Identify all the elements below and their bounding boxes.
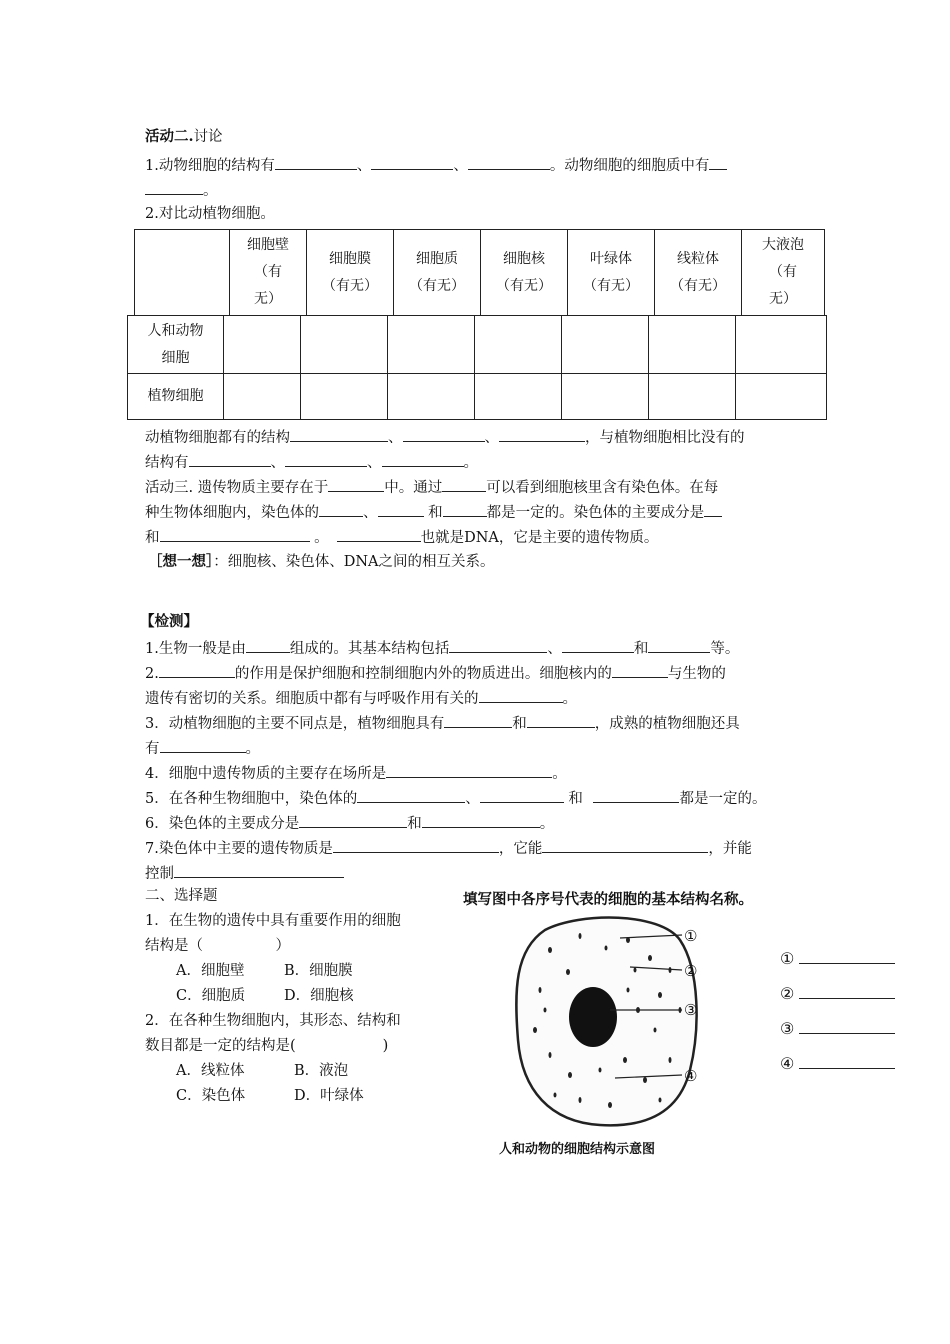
sep: 、 <box>465 791 480 807</box>
activity2-q1-line1 <box>145 154 727 176</box>
blank[interactable] <box>285 451 367 467</box>
text: 遗传有密切的关系。细胞质中都有与呼吸作用有关的 <box>145 691 479 707</box>
blank[interactable] <box>371 154 453 170</box>
row-label-animal <box>128 316 224 374</box>
answer-blank-4 <box>780 1050 895 1073</box>
blank[interactable] <box>382 451 464 467</box>
blank[interactable] <box>480 787 564 803</box>
activity2-heading-bold: 活动二. <box>145 128 194 145</box>
header-line: （有无） <box>322 277 378 294</box>
text: 中。通过 <box>384 480 443 496</box>
blank[interactable] <box>290 426 388 442</box>
text: 的作用是保护细胞和控制细胞内外的物质进出。细胞核内的 <box>234 666 612 682</box>
blank[interactable] <box>159 662 235 678</box>
text: 有 <box>145 741 160 757</box>
check-q4 <box>145 762 567 784</box>
blank[interactable] <box>499 426 585 442</box>
callout-4: ④ <box>684 1067 698 1085</box>
check-q2-line2 <box>145 687 577 709</box>
blank[interactable] <box>275 154 357 170</box>
sep: 、 <box>547 641 562 657</box>
choice-heading: 二、选择题 <box>145 888 218 904</box>
header-line: 无） <box>254 291 282 307</box>
activity2-q1-line2 <box>145 179 218 201</box>
blank[interactable] <box>403 426 485 442</box>
text: 可以看到细胞核里含有染色体。在每 <box>486 480 719 496</box>
figure-prompt: 填写图中各序号代表的细胞的基本结构名称。 <box>463 892 753 908</box>
choice-q1-line1: 1．在生物的遗传中具有重要作用的细胞 <box>145 913 401 929</box>
blank[interactable] <box>422 812 540 828</box>
blank[interactable] <box>799 980 895 999</box>
check-q2-line1 <box>145 662 726 684</box>
blank[interactable] <box>174 862 344 878</box>
comparison-table-header <box>134 229 825 316</box>
text: 和 <box>633 641 649 657</box>
text: 7.染色体中主要的遗传物质是 <box>145 841 333 857</box>
blank[interactable] <box>337 526 421 542</box>
header-line: （有无） <box>670 277 726 294</box>
text: 4．细胞中遗传物质的主要存在场所是 <box>145 766 387 782</box>
text: 。 <box>314 530 329 546</box>
header-line: 无） <box>769 291 797 307</box>
header-line: 细胞核 <box>503 250 545 267</box>
table-cell[interactable] <box>736 374 827 420</box>
check-q7-line2 <box>145 862 344 884</box>
think-rest: ：细胞核、染色体、DNA之间的相互关系。 <box>213 554 495 570</box>
sep: 、 <box>367 455 382 471</box>
blank[interactable] <box>527 712 595 728</box>
blank[interactable] <box>328 476 384 492</box>
sep: 、 <box>363 505 378 521</box>
text: 种生物体细胞内，染色体的 <box>145 505 319 521</box>
activity2-q2: 2.对比动植物细胞。 <box>145 206 275 222</box>
header-mitochondria <box>655 230 742 316</box>
nucleus-shape <box>569 987 617 1047</box>
choice-q1-option-d[interactable]: D．细胞核 <box>284 988 354 1004</box>
blank[interactable] <box>479 687 563 703</box>
text: 与生物的 <box>667 666 726 682</box>
check-q3-line2 <box>145 737 260 759</box>
empty-corner <box>135 230 230 316</box>
sep: 、 <box>388 430 403 446</box>
activity2-heading <box>145 127 223 147</box>
callout-1: ① <box>684 927 698 945</box>
text: 2. <box>145 666 159 682</box>
blank[interactable] <box>160 526 310 542</box>
blank[interactable] <box>709 154 727 170</box>
text: 3．动植物细胞的主要不同点是，植物细胞具有 <box>145 716 445 732</box>
text: 结构有 <box>145 455 189 471</box>
common-structures-line <box>145 426 745 448</box>
sep: 、 <box>484 430 499 446</box>
text: 。 <box>463 455 478 471</box>
table-cell[interactable] <box>562 316 649 374</box>
figure-caption: 人和动物的细胞结构示意图 <box>499 1142 656 1157</box>
header-chloroplast <box>568 230 655 316</box>
text: 和 <box>145 530 160 546</box>
text: 。 <box>245 741 260 757</box>
blank[interactable] <box>648 637 710 653</box>
choice-q2-option-d[interactable]: D．叶绿体 <box>294 1088 364 1104</box>
blank[interactable] <box>357 787 465 803</box>
text: 。 <box>539 816 555 832</box>
sep: 、 <box>453 158 468 174</box>
header-line: （有无） <box>409 277 465 294</box>
text: 动植物细胞都有的结构 <box>145 430 290 446</box>
table-cell[interactable] <box>301 316 388 374</box>
text: ，它能 <box>498 841 543 857</box>
think-bold: ［想一想］ <box>148 553 214 570</box>
text: 都是一定的。 <box>679 791 767 807</box>
blank[interactable] <box>443 501 487 517</box>
check-heading: 【检测】 <box>140 613 198 630</box>
text: ，与植物细胞相比没有的 <box>585 430 745 446</box>
answer-blank-1 <box>780 945 895 968</box>
text: 控制 <box>145 866 174 882</box>
header-line: 细胞壁 <box>247 237 289 253</box>
choice-q2-option-b[interactable]: B．液泡 <box>294 1063 349 1079</box>
text: 和 <box>407 816 422 832</box>
table-cell[interactable] <box>475 374 562 420</box>
answer-blank-3 <box>780 1015 895 1038</box>
choice-q1-option-a[interactable]: A．细胞壁 <box>176 963 245 979</box>
blank[interactable] <box>562 637 634 653</box>
choice-q2-option-c[interactable]: C．染色体 <box>176 1088 246 1104</box>
text: 活动三. 遗传物质主要存在于 <box>145 480 329 496</box>
header-line: （有无） <box>583 277 639 294</box>
text: 和 <box>428 505 443 521</box>
blank[interactable] <box>704 501 722 517</box>
header-cytoplasm <box>394 230 481 316</box>
q1-text-b: 。动物细胞的细胞质中有 <box>549 158 710 174</box>
answer-label: ① <box>780 949 795 968</box>
text: ，并能 <box>708 841 752 857</box>
text: 也就是DNA，它是主要的遗传物质。 <box>420 530 659 546</box>
table-cell[interactable] <box>649 374 736 420</box>
check-q3-line1 <box>145 712 740 734</box>
choice-q1-option-c[interactable]: C．细胞质 <box>176 988 246 1004</box>
blank[interactable] <box>319 501 363 517</box>
header-line: 细胞膜 <box>329 250 371 267</box>
comparison-table-body <box>127 315 827 420</box>
header-cell-wall <box>230 230 307 316</box>
choice-q2-line2: 数目都是一定的结构是( ) <box>145 1038 389 1054</box>
blank[interactable] <box>160 737 246 753</box>
header-line: 叶绿体 <box>590 250 632 267</box>
row-label-plant <box>128 374 224 420</box>
choice-q2-option-a[interactable]: A．线粒体 <box>176 1063 245 1079</box>
think-line <box>148 552 495 572</box>
text: 等。 <box>710 641 740 657</box>
blank[interactable] <box>386 762 552 778</box>
text: 。 <box>562 691 577 707</box>
answer-label: ③ <box>780 1019 795 1038</box>
check-q1 <box>145 637 739 659</box>
text: 6．染色体的主要成分是 <box>145 816 300 832</box>
header-line: （有 <box>769 264 797 280</box>
blank[interactable] <box>468 154 550 170</box>
text: 5．在各种生物细胞中，染色体的 <box>145 791 358 807</box>
row-label-line: 人和动物 <box>147 322 204 339</box>
header-line: （有 <box>254 264 282 280</box>
table-cell[interactable] <box>736 316 827 374</box>
blank[interactable] <box>449 637 547 653</box>
blank[interactable] <box>333 837 499 853</box>
header-line: 细胞质 <box>416 250 458 267</box>
text: 组成的。其基本结构包括 <box>289 641 450 657</box>
header-line: （有无） <box>496 277 552 294</box>
answer-label: ④ <box>780 1054 795 1073</box>
text: 和 <box>568 791 583 807</box>
blank[interactable] <box>145 179 203 195</box>
callout-3: ③ <box>684 1001 698 1019</box>
missing-structures-line <box>145 451 478 473</box>
blank[interactable] <box>444 712 512 728</box>
table-cell[interactable] <box>475 316 562 374</box>
answer-label: ② <box>780 984 795 1003</box>
animal-cell-diagram <box>510 910 710 1130</box>
blank[interactable] <box>246 637 290 653</box>
check-q6 <box>145 812 554 834</box>
q1-end: 。 <box>203 183 218 199</box>
blank[interactable] <box>593 787 679 803</box>
choice-q2-line1: 2．在各种生物细胞内，其形态、结构和 <box>145 1013 401 1029</box>
table-cell[interactable] <box>224 316 301 374</box>
choice-q1-option-b[interactable]: B．细胞膜 <box>284 963 353 979</box>
table-cell[interactable] <box>224 374 301 420</box>
header-nucleus <box>481 230 568 316</box>
blank[interactable] <box>799 945 895 964</box>
table-cell[interactable] <box>562 374 649 420</box>
table-cell[interactable] <box>388 316 475 374</box>
text: 1.生物一般是由 <box>145 641 246 657</box>
activity3-line3 <box>145 526 658 548</box>
blank[interactable] <box>299 812 407 828</box>
q1-text: 1.动物细胞的结构有 <box>145 158 275 174</box>
header-line: 大液泡 <box>762 237 804 253</box>
choice-q1-line2: 结构是（ ） <box>145 938 290 954</box>
callout-2: ② <box>684 962 698 980</box>
answer-blank-2 <box>780 980 895 1003</box>
text: 都是一定的。染色体的主要成分是 <box>486 505 705 521</box>
blank[interactable] <box>542 837 708 853</box>
activity3-line2 <box>145 501 722 523</box>
check-q5 <box>145 787 766 809</box>
blank[interactable] <box>799 1050 895 1069</box>
activity3-line1 <box>145 476 718 498</box>
blank[interactable] <box>612 662 668 678</box>
header-line: 线粒体 <box>677 250 719 267</box>
header-vacuole <box>742 230 825 316</box>
blank[interactable] <box>799 1015 895 1034</box>
header-cell-membrane <box>307 230 394 316</box>
blank[interactable] <box>442 476 486 492</box>
blank[interactable] <box>378 501 424 517</box>
table-cell[interactable] <box>649 316 736 374</box>
row-label-line: 植物细胞 <box>147 388 204 404</box>
text: ，成熟的植物细胞还具 <box>594 716 740 732</box>
row-label-line: 细胞 <box>161 349 190 366</box>
text: 和 <box>512 716 527 732</box>
table-cell[interactable] <box>388 374 475 420</box>
text: 。 <box>552 766 567 782</box>
sep: 、 <box>356 158 372 174</box>
check-q7-line1 <box>145 837 752 859</box>
activity2-heading-rest: 讨论 <box>193 129 223 145</box>
sep: 、 <box>270 455 285 471</box>
table-cell[interactable] <box>301 374 388 420</box>
blank[interactable] <box>189 451 271 467</box>
